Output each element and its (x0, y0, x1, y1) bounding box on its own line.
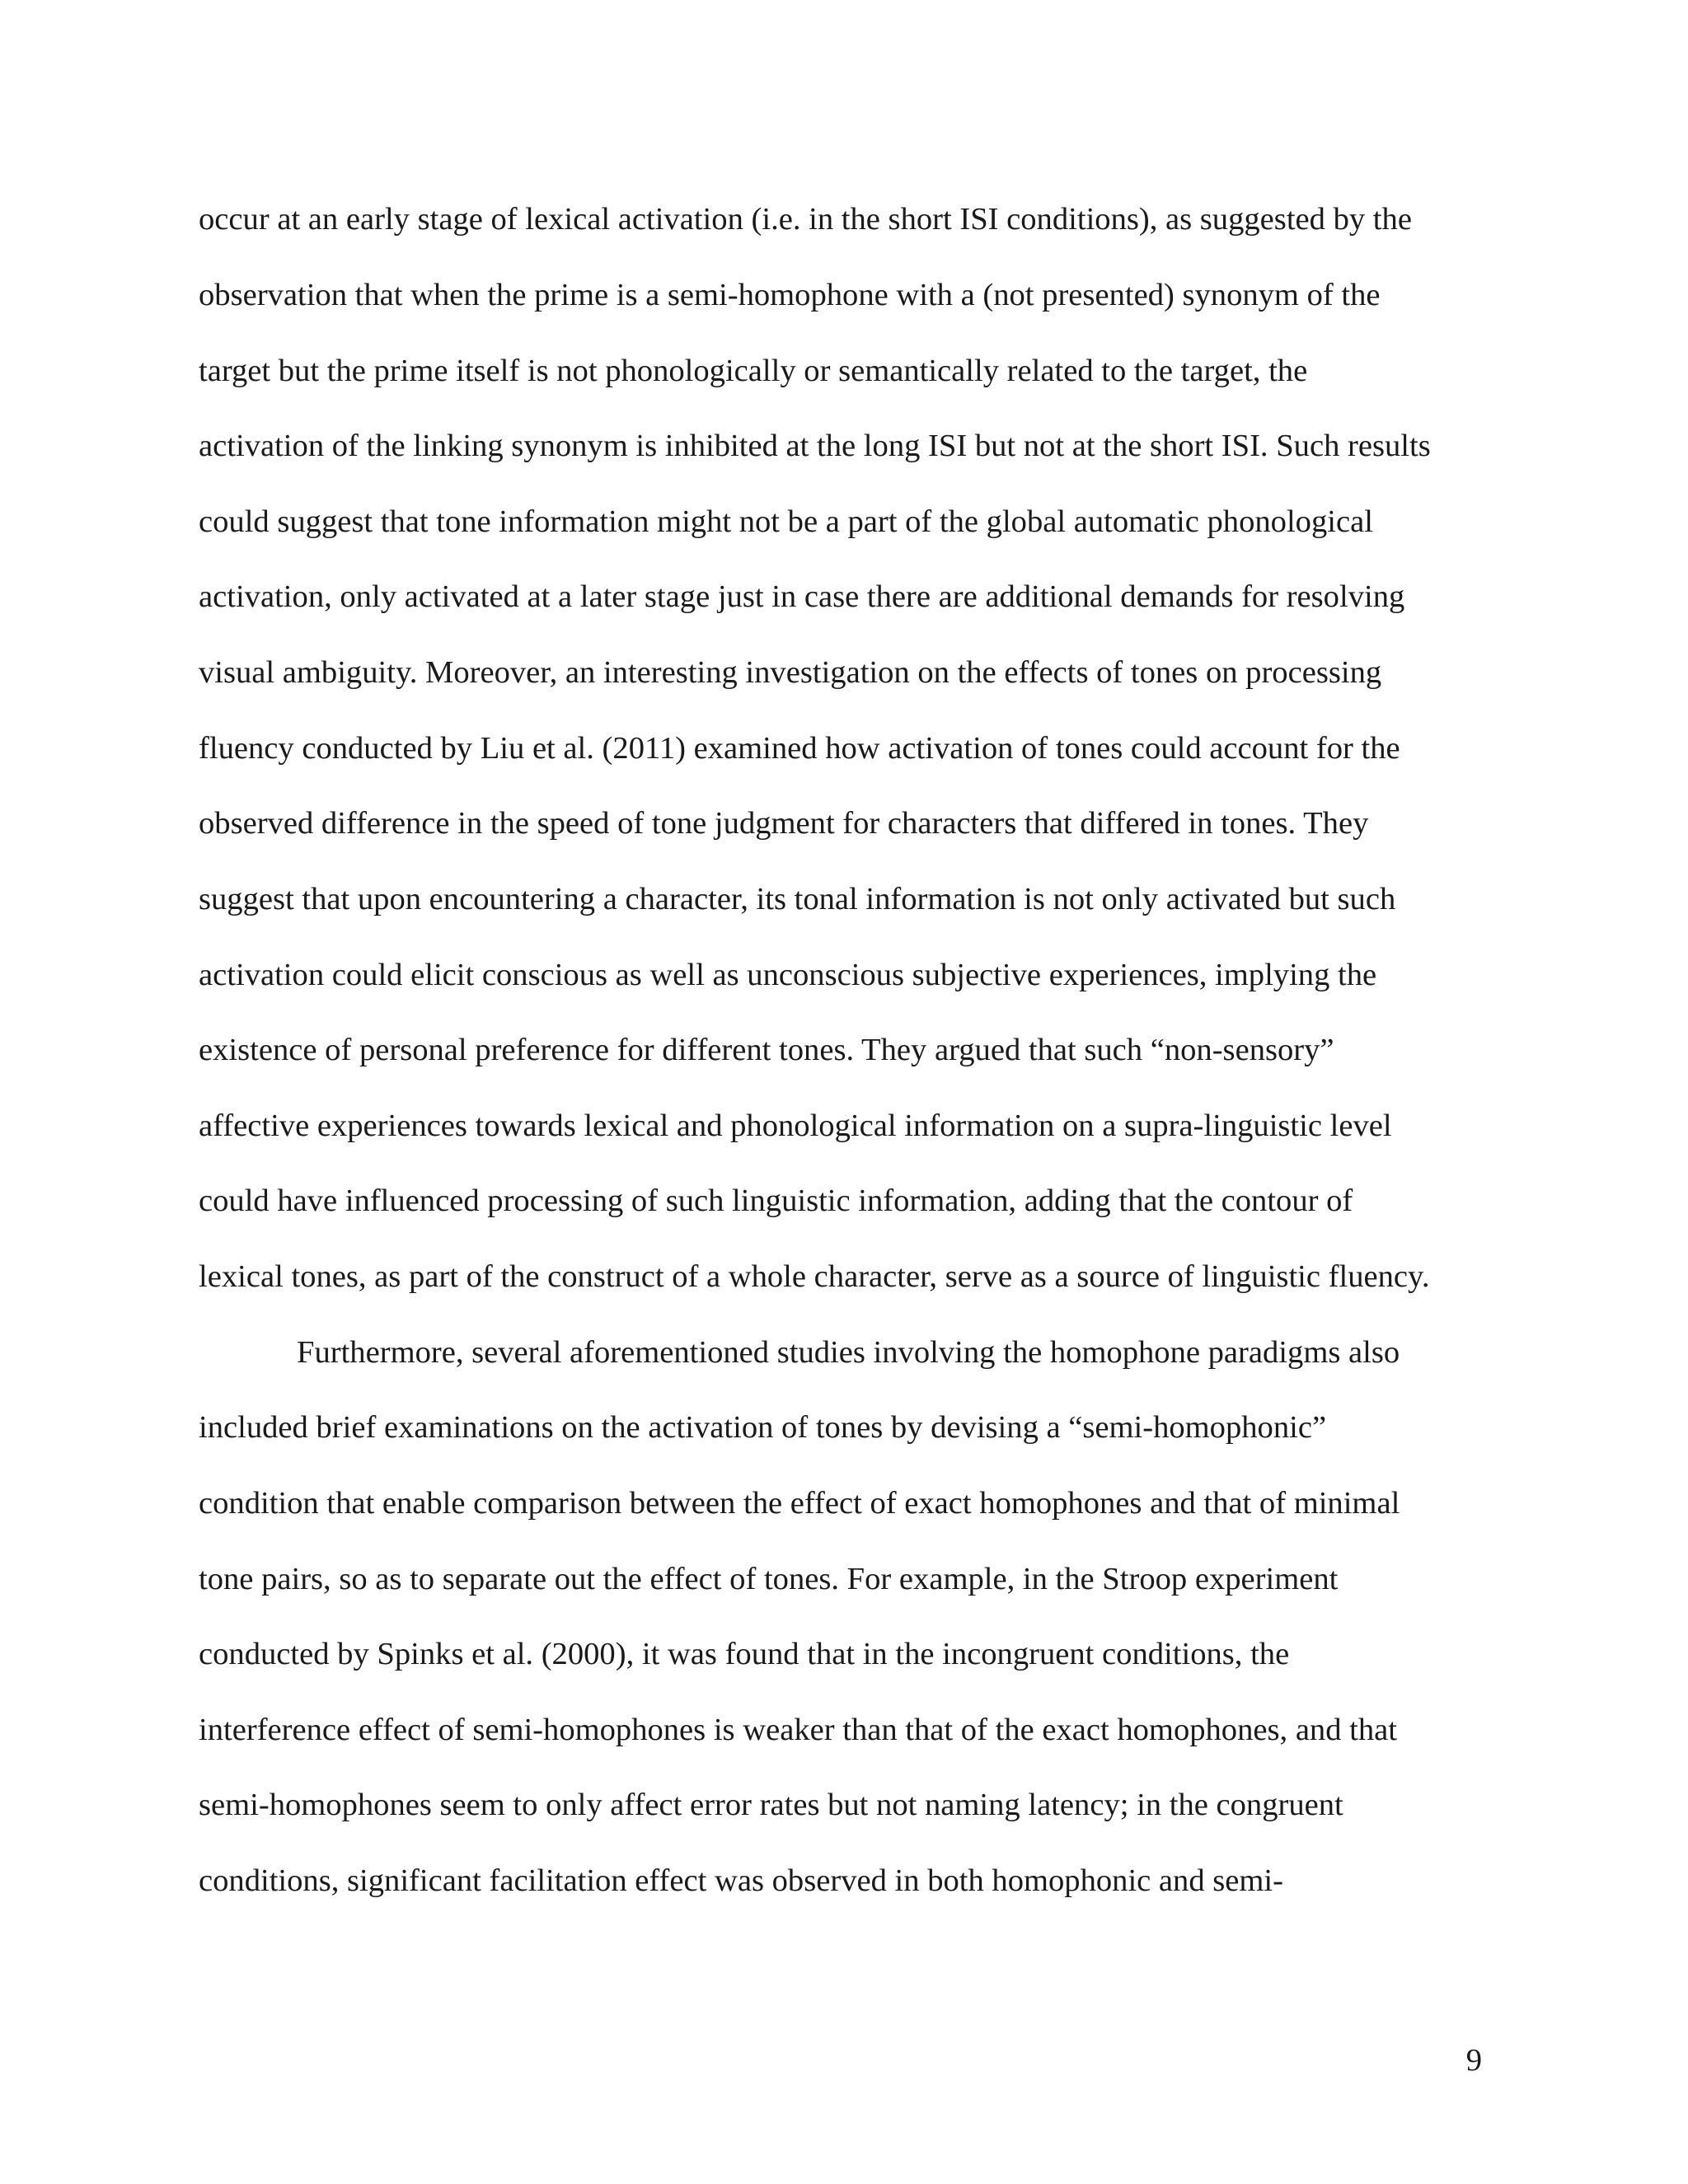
page-number: 9 (1465, 2043, 1482, 2078)
paragraph-2-line-1: Furthermore, several aforementioned studies involving the homophone paradigms also (297, 1335, 1400, 1370)
paragraph-1-line-1: occur at an early stage of lexical activation (i.e. in the short ISI conditions), as suggested by the (199, 202, 1412, 237)
paragraph-1-line-10: suggest that upon encountering a character, its tonal information is not only activated but such (199, 882, 1396, 916)
paragraph-2-line-8: conditions, significant facilitation effect was observed in both homophonic and semi- (199, 1863, 1283, 1898)
paragraph-1-line-4: activation of the linking synonym is inhibited at the long ISI but not at the short ISI. Such results (199, 429, 1431, 463)
paragraph-2-line-2: included brief examinations on the activation of tones by devising a “semi-homophonic” (199, 1410, 1327, 1445)
paragraph-1-line-7: visual ambiguity. Moreover, an interesting investigation on the effects of tones on processing (199, 655, 1382, 690)
paragraph-1-line-11: activation could elicit conscious as well as unconscious subjective experiences, implying the (199, 958, 1377, 992)
paragraph-1-line-15: lexical tones, as part of the construct of a whole character, serve as a source of linguistic fluency. (199, 1259, 1430, 1294)
paragraph-1-line-9: observed difference in the speed of tone judgment for characters that differed in tones. They (199, 806, 1369, 841)
paragraph-1-line-5: could suggest that tone information might not be a part of the global automatic phonological (199, 504, 1373, 539)
paragraph-2-line-7: semi-homophones seem to only affect error rates but not naming latency; in the congruent (199, 1788, 1343, 1822)
paragraph-2-line-5: conducted by Spinks et al. (2000), it was found that in the incongruent conditions, the (199, 1637, 1290, 1671)
paragraph-1-line-2: observation that when the prime is a semi-homophone with a (not presented) synonym of the (199, 278, 1381, 312)
paragraph-1-line-6: activation, only activated at a later stage just in case there are additional demands for resolving (199, 579, 1405, 614)
paragraph-2-line-3: condition that enable comparison between the effect of exact homophones and that of minimal (199, 1486, 1400, 1521)
paragraph-1-line-13: affective experiences towards lexical and phonological information on a supra-linguistic level (199, 1108, 1392, 1143)
paragraph-1-line-14: could have influenced processing of such linguistic information, adding that the contour of (199, 1183, 1353, 1218)
paragraph-2-line-6: interference effect of semi-homophones is weaker than that of the exact homophones, and that (199, 1713, 1398, 1747)
paragraph-1-line-8: fluency conducted by Liu et al. (2011) examined how activation of tones could account for the (199, 731, 1400, 766)
paragraph-2-line-4: tone pairs, so as to separate out the effect of tones. For example, in the Stroop experiment (199, 1562, 1339, 1596)
paragraph-1-line-12: existence of personal preference for different tones. They argued that such “non-sensory” (199, 1033, 1334, 1067)
paragraph-1-line-3: target but the prime itself is not phonologically or semantically related to the target, the (199, 354, 1308, 388)
